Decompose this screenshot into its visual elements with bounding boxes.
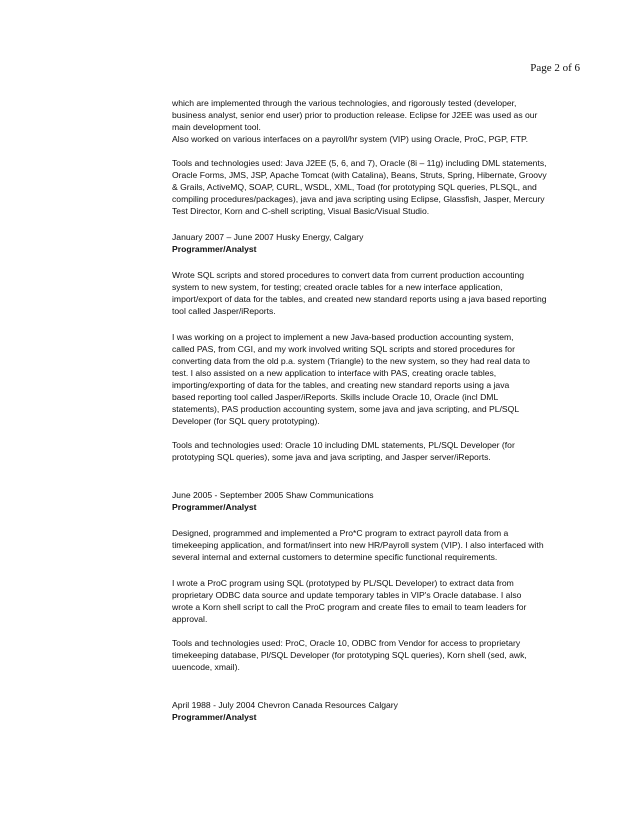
text-line: several internal and external customers to determine specific functional requirements. bbox=[172, 552, 498, 562]
text-line: Tools and technologies used: Java J2EE (5, 6, and 7), Oracle (8i – 11g) including DML statements, bbox=[172, 158, 547, 168]
job-section-chevron bbox=[172, 699, 602, 723]
text-line: I was working on a project to implement a new Java-based production accounting system, bbox=[172, 332, 514, 342]
job-paragraph bbox=[172, 527, 602, 563]
text-line: compiling procedures/packages), java and java scripting using Eclipse, Glassfish, Jasper, Mercury bbox=[172, 194, 545, 204]
text-line: proprietary ODBC data source and update temporary tables in VIP's Oracle database. I also bbox=[172, 590, 522, 600]
tools-paragraph bbox=[172, 439, 602, 463]
text-line: I wrote a ProC program using SQL (prototyped by PL/SQL Developer) to extract data from bbox=[172, 578, 514, 588]
text-line: converting data from the old p.a. system (Triangle) to the new system, so they had real data to bbox=[172, 356, 530, 366]
job-paragraph bbox=[172, 331, 602, 427]
page-number: Page 2 of 6 bbox=[530, 62, 580, 74]
job-heading: June 2005 - September 2005 Shaw Communications bbox=[172, 490, 374, 500]
intro-paragraph bbox=[172, 97, 602, 145]
text-line: tool called Jasper/iReports. bbox=[172, 306, 276, 316]
text-line: test. I also assisted on a new application to interface with PAS, creating oracle tables, bbox=[172, 368, 497, 378]
job-heading: April 1988 - July 2004 Chevron Canada Resources Calgary bbox=[172, 700, 398, 710]
job-title: Programmer/Analyst bbox=[172, 712, 257, 722]
text-line: main development tool. bbox=[172, 122, 261, 132]
text-line: based reporting tool called Jasper/iReports. Skills include Oracle 10, Oracle (incl DML bbox=[172, 392, 499, 402]
job-title: Programmer/Analyst bbox=[172, 502, 257, 512]
tools-paragraph bbox=[172, 637, 602, 673]
text-line: Developer (for SQL query prototyping). bbox=[172, 416, 320, 426]
text-line: prototyping SQL queries), some java and java scripting, and Jasper server/iReports. bbox=[172, 452, 491, 462]
text-line: approval. bbox=[172, 614, 208, 624]
text-line: statements), PAS production accounting system, some java and java scripting, and PL/SQL bbox=[172, 404, 520, 414]
job-section-shaw bbox=[172, 489, 602, 673]
text-line: business analyst, senior end user) prior to production release. Eclipse for J2EE was used as our bbox=[172, 110, 538, 120]
job-title: Programmer/Analyst bbox=[172, 244, 257, 254]
text-line: Tools and technologies used: Oracle 10 including DML statements, PL/SQL Developer (for bbox=[172, 440, 515, 450]
tools-paragraph bbox=[172, 157, 602, 217]
text-line: uuencode, xmail). bbox=[172, 662, 240, 672]
text-line: Test Director, Korn and C-shell scripting, Visual Basic/Visual Studio. bbox=[172, 206, 430, 216]
text-line: timekeeping application, and format/insert into new HR/Payroll system (VIP). I also interfaced with bbox=[172, 540, 544, 550]
text-line: timekeeping database, Pl/SQL Developer (for prototyping SQL queries), Korn shell (sed, awk, bbox=[172, 650, 527, 660]
text-line: called PAS, from CGI, and my work involved writing SQL scripts and stored procedures for bbox=[172, 344, 515, 354]
page-content bbox=[172, 97, 602, 723]
text-line: Also worked on various interfaces on a payroll/hr system (VIP) using Oracle, ProC, PGP, FTP. bbox=[172, 134, 528, 144]
job-paragraph bbox=[172, 269, 602, 317]
text-line: Tools and technologies used: ProC, Oracle 10, ODBC from Vendor for access to proprietary bbox=[172, 638, 521, 648]
text-line: importing/exporting of data for the tables, and creating new standard reports using a java bbox=[172, 380, 510, 390]
text-line: wrote a Korn shell script to call the ProC program and create files to email to team leaders for bbox=[172, 602, 527, 612]
job-heading: January 2007 – June 2007 Husky Energy, Calgary bbox=[172, 232, 364, 242]
text-line: Wrote SQL scripts and stored procedures to convert data from current production accounting bbox=[172, 270, 525, 280]
text-line: import/export of data for the tables, and created new standard reports using a java based reporting bbox=[172, 294, 547, 304]
text-line: system to new system, for testing; created oracle tables for a new interface application, bbox=[172, 282, 503, 292]
text-line: Oracle Forms, JMS, JSP, Apache Tomcat (with Catalina), Beans, Struts, Spring, Hibernate, Groovy bbox=[172, 170, 547, 180]
text-line: which are implemented through the various technologies, and rigorously tested (developer, bbox=[172, 98, 517, 108]
text-line: Designed, programmed and implemented a Pro*C program to extract payroll data from a bbox=[172, 528, 509, 538]
text-line: & Grails, ActiveMQ, SOAP, CURL, WSDL, XML, Toad (for prototyping SQL queries, PLSQL, and bbox=[172, 182, 537, 192]
job-section-husky bbox=[172, 231, 602, 463]
job-paragraph bbox=[172, 577, 602, 625]
